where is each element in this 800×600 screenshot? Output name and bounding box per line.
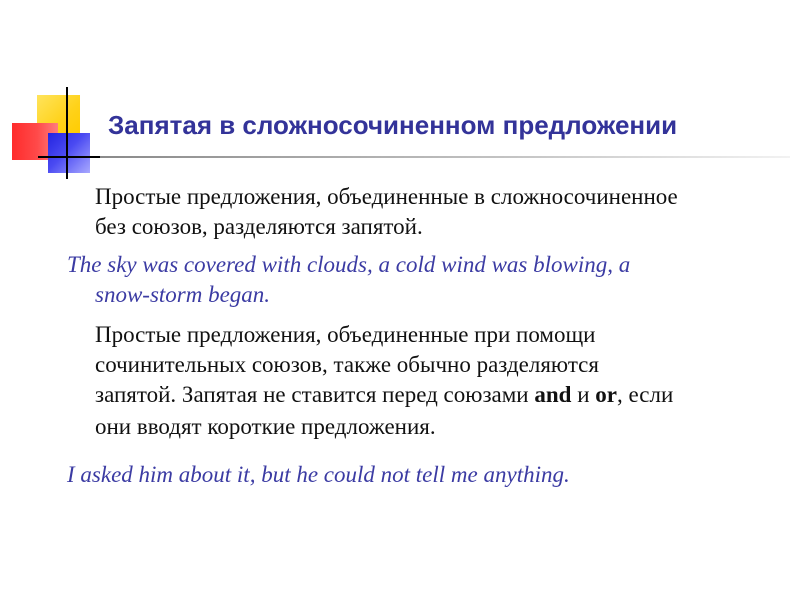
example-1-line-1: The sky was covered with clouds, a cold wind was blowing, a: [67, 252, 631, 277]
rule-2-line-2: сочинительных союзов, также обычно разделяются: [95, 352, 599, 377]
rule-2-line-3-text-between: и: [571, 382, 596, 407]
rule-2-line-3-text-before: запятой. Запятая не ставится перед союзами: [95, 382, 535, 407]
rule-1-line-1: Простые предложения, объединенные в сложносочиненное: [95, 184, 678, 209]
rule-1-line-2: без союзов, разделяются запятой.: [95, 214, 423, 239]
rule-2-line-1: Простые предложения, объединенные при помощи: [95, 322, 596, 347]
example-1-line-2: snow-storm began.: [95, 282, 271, 307]
slide-title: Запятая в сложносочиненном предложении: [108, 110, 678, 140]
decor-blue-square: [48, 133, 90, 173]
rule-2-line-3-text-after: , если: [616, 382, 674, 407]
rule-2-line-3: [95, 380, 673, 410]
rule-2-line-4: они вводят короткие предложения.: [95, 414, 436, 439]
decor-horizontal-line-dark: [38, 156, 108, 158]
decor-vertical-line: [66, 87, 68, 179]
conjunction-or: or: [595, 382, 617, 407]
example-2-sentence: I asked him about it, but he could not tell me anything.: [67, 462, 570, 487]
conjunction-and: and: [534, 382, 572, 407]
title-underline-divider: [100, 156, 790, 158]
